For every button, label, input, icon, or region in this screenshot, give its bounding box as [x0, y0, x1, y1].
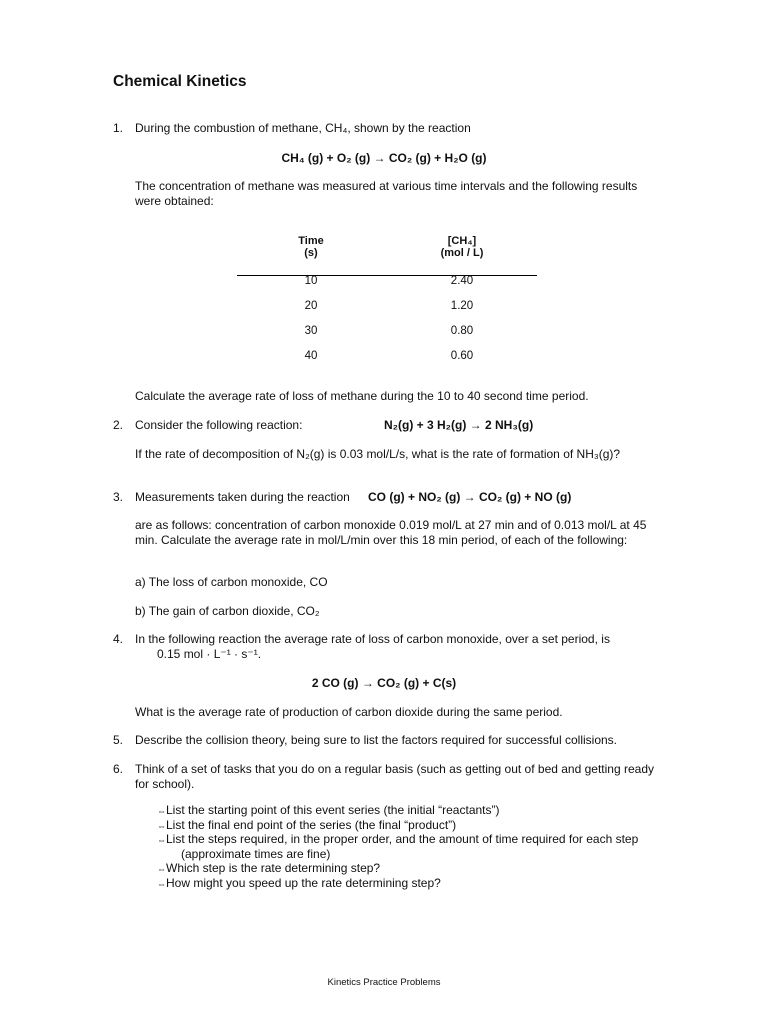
list-item-text: Which step is the rate determining step? — [166, 861, 381, 875]
q4-line2: 0.15 mol · L⁻¹ · s⁻¹. — [157, 647, 262, 661]
bullet-arrow-icon: ⇔ — [157, 806, 165, 816]
q3-equation: CO (g) + NO₂ (g) → CO₂ (g) + NO (g) — [368, 490, 572, 504]
q1-equation: CH₄ (g) + O₂ (g) → CO₂ (g) + H₂O (g) — [281, 151, 487, 165]
q2-number: 2. — [113, 418, 124, 432]
q2-equation: N₂(g) + 3 H₂(g) → 2 NH₃(g) — [384, 418, 534, 432]
q4-question: What is the average rate of production of carbon dioxide during the same period. — [135, 705, 563, 719]
q4-line1: In the following reaction the average rate of loss of carbon monoxide, over a set period, is — [135, 632, 610, 646]
list-item — [157, 832, 638, 848]
page-footer: Kinetics Practice Problems — [327, 977, 441, 988]
table-cell-time: 20 — [304, 300, 318, 312]
table-cell-time: 30 — [304, 325, 318, 337]
q5-number: 5. — [113, 733, 124, 747]
q2-intro: Consider the following reaction: — [135, 418, 303, 432]
table-header-conc-unit: (mol / L) — [440, 247, 484, 259]
bullet-arrow-icon: ⇔ — [157, 835, 165, 845]
list-item — [157, 803, 500, 819]
table-cell-time: 40 — [304, 350, 318, 362]
q3-number: 3. — [113, 490, 124, 504]
table-cell-conc: 1.20 — [450, 300, 474, 312]
list-item — [157, 876, 441, 892]
list-item-text: How might you speed up the rate determining step? — [166, 876, 441, 890]
table-header-time-unit: (s) — [304, 247, 318, 259]
list-item — [157, 861, 380, 877]
bullet-arrow-icon: ⇔ — [157, 821, 165, 831]
q2-question: If the rate of decomposition of N₂(g) is 0.03 mol/L/s, what is the rate of formation of NH₃(g)? — [135, 447, 621, 461]
q4-equation: 2 CO (g) → CO₂ (g) + C(s) — [311, 676, 457, 690]
q3-part-a: a) The loss of carbon monoxide, CO — [135, 575, 328, 589]
table-header-time-label: Time — [298, 235, 324, 247]
q3-paragraph: are as follows: concentration of carbon monoxide 0.019 mol/L at 27 min and of 0.013 mol/L at 45 min. Calculate the average rate in mol/L/min over this 18 min period, of each of the following: — [135, 518, 647, 547]
table-cell-conc: 0.80 — [450, 325, 474, 337]
q1-paragraph: The concentration of methane was measured at various time intervals and the following results were obtained: — [135, 179, 638, 208]
list-item-continuation: (approximate times are fine) — [181, 847, 331, 861]
q1-number: 1. — [113, 121, 124, 135]
q1-question: Calculate the average rate of loss of methane during the 10 to 40 second time period. — [135, 389, 589, 403]
list-item-text: List the steps required, in the proper order, and the amount of time required for each step — [166, 832, 639, 846]
page-title: Chemical Kinetics — [113, 73, 247, 90]
q6-number: 6. — [113, 762, 124, 776]
table-cell-conc: 0.60 — [450, 350, 474, 362]
list-item-text: List the starting point of this event series (the initial “reactants”) — [166, 803, 500, 817]
list-item-text: List the final end point of the series (the final “product”) — [166, 818, 457, 832]
table-header-conc-label: [CH₄] — [447, 235, 477, 247]
table-cell-conc: 2.40 — [450, 275, 474, 287]
q4-number: 4. — [113, 632, 124, 646]
table-header-time — [281, 235, 341, 259]
table-cell-time: 10 — [304, 275, 318, 287]
q3-intro: Measurements taken during the reaction — [135, 490, 350, 504]
q1-intro: During the combustion of methane, CH₄, shown by the reaction — [135, 121, 471, 135]
bullet-arrow-icon: ⇔ — [157, 864, 165, 874]
q6-text: Think of a set of tasks that you do on a regular basis (such as getting out of bed and getting ready for school). — [135, 762, 654, 791]
table-header-concentration — [422, 235, 502, 259]
q5-text: Describe the collision theory, being sure to list the factors required for successful collisions. — [135, 733, 617, 747]
bullet-arrow-icon: ⇔ — [157, 879, 165, 889]
q3-part-b: b) The gain of carbon dioxide, CO₂ — [135, 604, 320, 618]
